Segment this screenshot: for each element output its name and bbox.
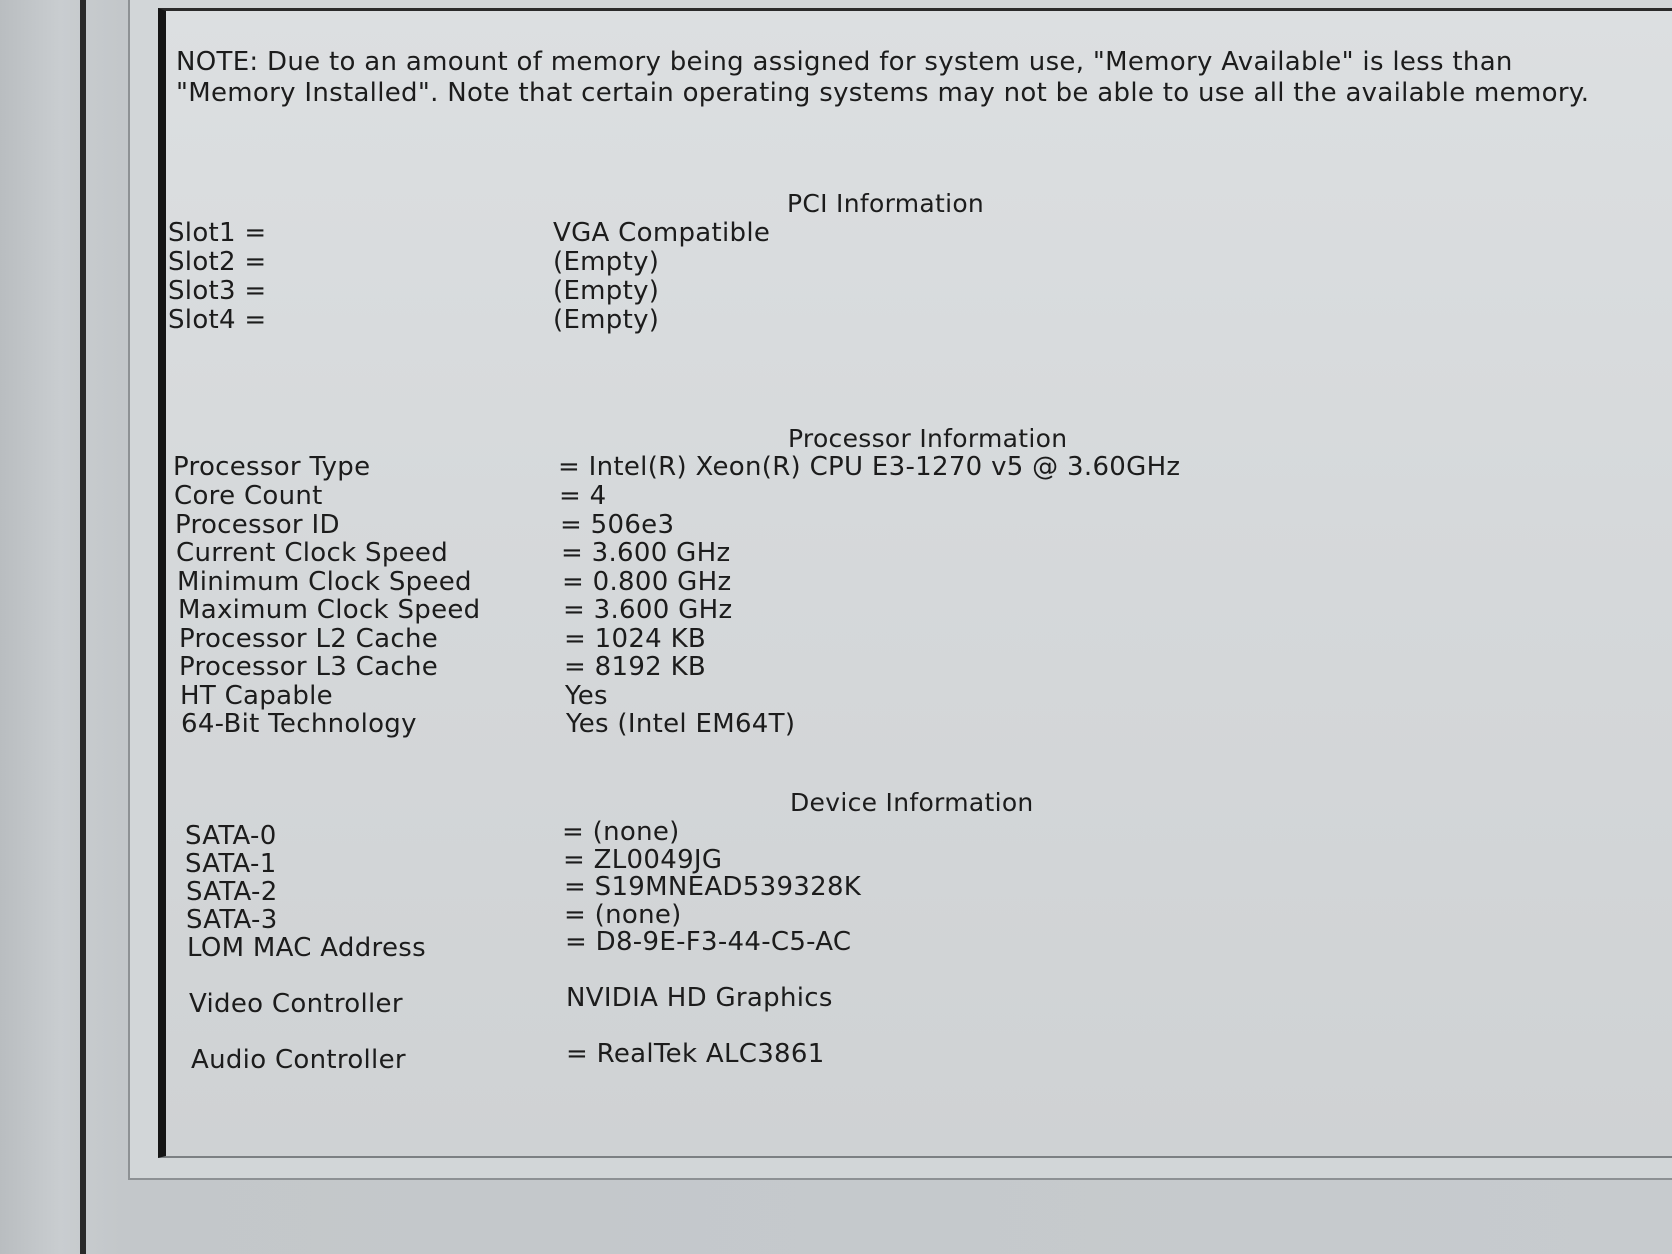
pci-slot-value: VGA Compatible [553, 218, 771, 248]
processor-field-value: = 0.800 GHz [562, 567, 732, 597]
window-edge [80, 0, 86, 1254]
processor-field-label: Processor L3 Cache [179, 652, 439, 682]
device-field-label: Audio Controller [191, 1045, 406, 1075]
processor-field-value: = Intel(R) Xeon(R) CPU E3-1270 v5 @ 3.60GHz [558, 452, 1181, 482]
device-section-title: Device Information [790, 788, 1034, 817]
processor-field-label: Maximum Clock Speed [178, 595, 481, 625]
pci-slot-label: Slot2 = [168, 247, 267, 277]
processor-field-value: = 3.600 GHz [561, 538, 731, 568]
system-info-panel [158, 8, 1672, 1158]
processor-field-label: Current Clock Speed [176, 538, 449, 568]
pci-section-title: PCI Information [787, 189, 985, 218]
processor-field-label: Processor L2 Cache [179, 624, 439, 654]
pci-slot-value: (Empty) [553, 276, 660, 306]
device-field-label: LOM MAC Address [187, 933, 426, 963]
device-field-value: = RealTek ALC3861 [566, 1039, 825, 1069]
device-field-value: = D8-9E-F3-44-C5-AC [565, 927, 852, 957]
pci-slot-label: Slot1 = [168, 218, 267, 248]
processor-field-value: = 4 [559, 481, 607, 511]
processor-field-value: = 506e3 [560, 510, 675, 540]
device-field-label: SATA-1 [185, 849, 277, 879]
device-field-value: = (none) [564, 900, 682, 930]
processor-field-label: Minimum Clock Speed [177, 567, 472, 597]
device-field-value: = S19MNEAD539328K [564, 872, 862, 902]
processor-field-value: = 8192 KB [564, 652, 707, 682]
pci-slot-value: (Empty) [553, 247, 660, 277]
device-field-label: SATA-3 [186, 905, 278, 935]
processor-field-label: 64-Bit Technology [181, 709, 417, 739]
processor-field-value: Yes [565, 681, 608, 711]
processor-field-label: HT Capable [180, 681, 333, 711]
processor-field-label: Processor Type [173, 452, 371, 482]
processor-field-value: = 3.600 GHz [563, 595, 733, 625]
processor-field-value: Yes (Intel EM64T) [566, 709, 796, 739]
memory-note: NOTE: Due to an amount of memory being assigned for system use, "Memory Available" is less than "Memory Installed". Note that certain operating systems may not be able to use all the available memory. [176, 47, 1590, 108]
pci-slot-value: (Empty) [553, 305, 660, 335]
device-field-label: SATA-0 [185, 821, 277, 851]
processor-field-label: Core Count [174, 481, 323, 511]
pci-slot-label: Slot3 = [168, 276, 267, 306]
device-field-value: = ZL0049JG [563, 845, 723, 875]
processor-field-label: Processor ID [175, 510, 340, 540]
processor-field-value: = 1024 KB [564, 624, 707, 654]
device-field-value: NVIDIA HD Graphics [566, 983, 833, 1013]
device-field-label: Video Controller [189, 989, 403, 1019]
device-field-value: = (none) [562, 817, 680, 847]
processor-section-title: Processor Information [788, 424, 1068, 453]
system-info-content [166, 11, 1666, 1151]
pci-slot-label: Slot4 = [168, 305, 267, 335]
device-field-label: SATA-2 [186, 877, 278, 907]
